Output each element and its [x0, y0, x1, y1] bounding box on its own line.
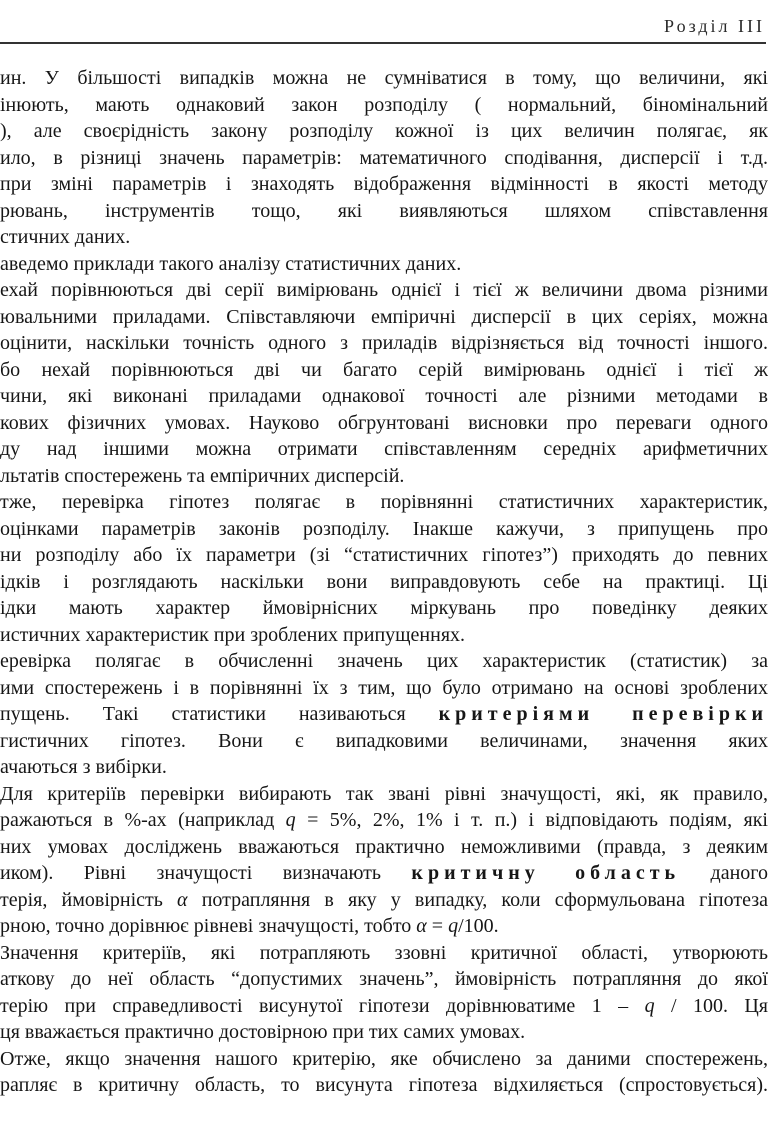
text-line: [0, 807, 768, 834]
text-run: кових фізичних умовах. Науково обгрунтовані висновки про переваги одного: [0, 411, 768, 434]
text-run: льтатів спостережень та емпіричних дисперсій.: [0, 464, 405, 487]
math-symbol: q: [285, 809, 296, 831]
text-run: истичних характеристик при зроблених припущеннях.: [0, 623, 466, 646]
text-run: при зміні параметрів і знаходять відображення відмінності в якості методу: [0, 173, 768, 195]
text-line: [0, 993, 768, 1020]
text-line: [0, 781, 768, 808]
text-line: [0, 436, 768, 463]
text-run: аткову до неї область “допустимих значень”, ймовірність потрапляння до якої: [0, 968, 768, 990]
text-line: [0, 940, 768, 967]
text-line: [0, 304, 768, 331]
text-run: тже, перевірка гіпотез полягає в порівнянні статистичних характеристик,: [0, 491, 768, 513]
text-run: рювань, інструментів тощо, які виявляються шляхом співставлення: [0, 199, 768, 222]
text-run: оцінками параметрів законів розподілу. Інакше кажучи, з припущень про: [0, 517, 768, 540]
text-line: [0, 860, 768, 887]
math-symbol: α: [416, 915, 427, 937]
text-run: аведемо приклади такого аналізу статистичних даних.: [0, 252, 462, 275]
text-run: = 5%, 2%, 1% і т. п.) і відповідають подіям, які: [295, 809, 768, 831]
text-run: ідки мають характер ймовірнісних міркувань про поведінку деяких: [0, 597, 768, 619]
text-run: Для критеріїв перевірки вибирають так звані рівні значущості, які, як правило,: [0, 782, 768, 805]
text-line: [0, 251, 768, 278]
text-line: [0, 913, 768, 940]
text-line: [0, 966, 768, 993]
text-line: [0, 171, 768, 198]
text-run: еревірка полягає в обчисленні значень цих характеристик (статистик) за: [0, 650, 768, 672]
text-line: [0, 145, 768, 172]
header-rule: [0, 42, 766, 44]
text-line: [0, 622, 768, 649]
text-run: чини, які виконані приладами однакової точності але різними методами в: [0, 385, 768, 407]
text-line: [0, 542, 768, 569]
text-run: Значення критеріїв, які потрапляють ззовні критичної області, утворюють: [0, 941, 768, 964]
emphasized-term: критичну область: [411, 862, 681, 884]
text-line: [0, 118, 768, 145]
text-run: даного: [680, 862, 768, 884]
math-symbol: q: [644, 994, 655, 1017]
text-line: [0, 1046, 768, 1073]
text-line: [0, 198, 768, 225]
text-line: [0, 330, 768, 357]
text-run: бо нехай порівнюються дві чи багато серій вимірювань однієї і тієї ж: [0, 358, 768, 381]
text-line: [0, 516, 768, 543]
text-run: =: [426, 915, 449, 937]
text-line: [0, 357, 768, 384]
text-run: /100.: [458, 915, 499, 937]
text-run: інюють, мають однаковий закон розподілу ( нормальний, біномінальний: [0, 93, 768, 116]
text-line: [0, 224, 768, 251]
text-run: терію при справедливості висунутої гіпотези дорівнюватиме 1 –: [0, 994, 645, 1017]
body-text: [0, 65, 768, 1099]
text-line: [0, 1019, 768, 1046]
text-line: [0, 463, 768, 490]
text-run: ни розподілу або їх параметри (зі “статистичних гіпотез”) приходять до певних: [0, 544, 768, 566]
text-line: [0, 675, 768, 702]
text-line: [0, 648, 768, 675]
text-run: стичних даних.: [0, 226, 131, 248]
text-run: ражаються в %-ах (наприклад: [0, 809, 286, 831]
text-line: [0, 728, 768, 755]
text-run: ими спостережень і в порівнянні їх з тим, що було отримано на основі зроблених: [0, 676, 768, 699]
text-run: потрапляння в яку у випадку, коли сформульована гіпотеза: [187, 888, 768, 911]
text-run: ило, в різниці значень параметрів: математичного сподівання, дисперсії і т.д.: [0, 146, 768, 169]
text-run: Отже, якщо значення нашого критерію, яке обчислено за даними спостережень,: [0, 1047, 768, 1070]
text-run: оцінити, наскільки точність одного з приладів відрізняється від точності іншого.: [0, 332, 768, 354]
text-line: [0, 277, 768, 304]
text-run: гистичних гіпотез. Вони є випадковими величинами, значення яких: [0, 729, 768, 752]
text-run: рапляє в критичну область, то висунута гіпотеза відхиляється (спростовується).: [0, 1074, 768, 1096]
text-line: [0, 1072, 768, 1099]
text-line: [0, 569, 768, 596]
text-line: [0, 834, 768, 861]
text-run: ювальними приладами. Співставляючи емпіричні дисперсії в цих серіях, можна: [0, 305, 768, 328]
text-line: [0, 92, 768, 119]
text-run: ), але своєрідність закону розподілу кожної із цих величин полягає, як: [0, 120, 768, 142]
text-run: / 100. Ця: [654, 994, 768, 1017]
text-run: рною, точно дорівнює рівневі значущості, тобто: [0, 915, 417, 937]
text-line: [0, 410, 768, 437]
text-run: ехай порівнюються дві серії вимірювань однієї і тієї ж величини двома різними: [0, 279, 768, 301]
text-run: ця вважається практично достовірною при тих самих умовах.: [0, 1021, 526, 1043]
text-run: терія, ймовірність: [0, 888, 178, 911]
text-line: [0, 595, 768, 622]
text-run: ачаються з вибірки.: [0, 756, 167, 778]
text-run: пущень. Такі статистики називаються: [0, 703, 439, 725]
emphasized-term: критеріями перевірки: [438, 703, 768, 725]
text-line: [0, 887, 768, 914]
math-symbol: α: [177, 888, 188, 911]
text-run: них умовах досліджень вважаються практично неможливими (правда, з деяким: [0, 835, 768, 858]
text-run: иком). Рівні значущості визначають: [0, 862, 412, 884]
text-line: [0, 754, 768, 781]
text-line: [0, 65, 768, 92]
text-line: [0, 701, 768, 728]
text-run: ду над іншими можна отримати співставленням середніх арифметичних: [0, 438, 768, 460]
text-line: [0, 489, 768, 516]
text-run: ідків і розглядають наскільки вони виправдовують себе на практиці. Ці: [0, 570, 768, 593]
text-line: [0, 383, 768, 410]
text-run: ин. У більшості випадків можна не сумніватися в тому, що величини, які: [0, 67, 768, 89]
math-symbol: q: [448, 915, 459, 937]
running-header: Розділ III: [664, 16, 765, 36]
